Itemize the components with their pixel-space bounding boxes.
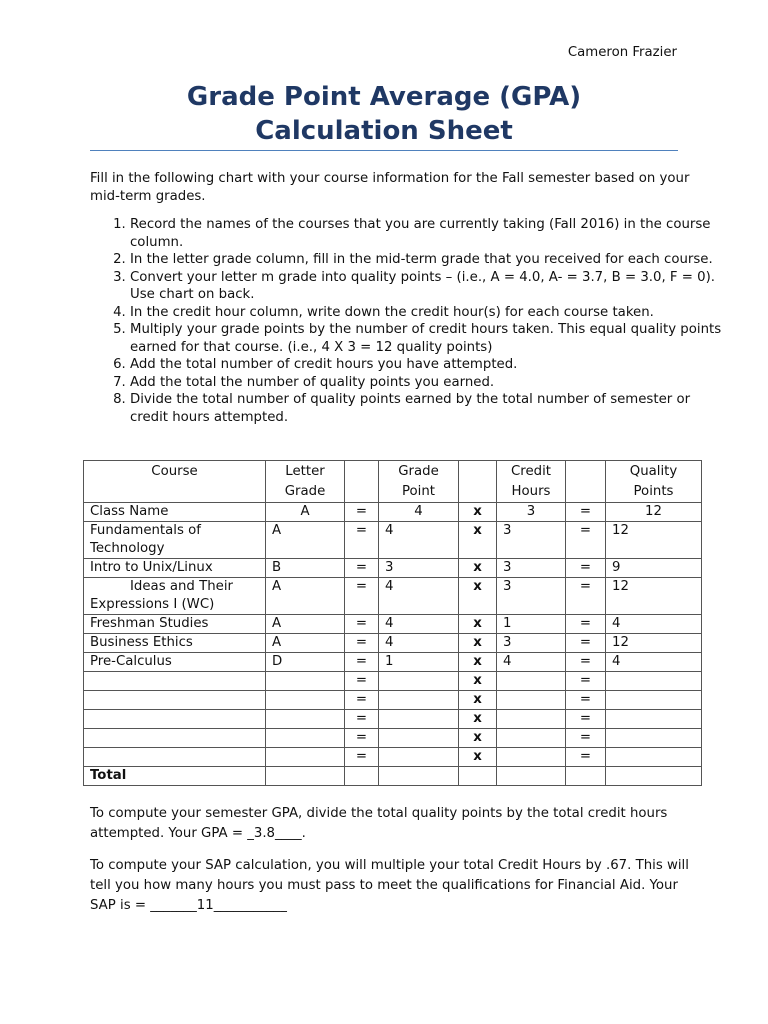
letter-cell: A [266, 634, 345, 653]
empty-cell [379, 691, 459, 710]
empty-cell [266, 767, 345, 786]
empty-cell [84, 672, 266, 691]
letter-cell: A [266, 503, 345, 522]
grade-point-cell: 4 [379, 522, 459, 559]
times-sign: x [459, 503, 497, 522]
course-cell: Pre-Calculus [84, 653, 266, 672]
equals-sign: = [566, 634, 606, 653]
equals-sign: = [345, 615, 379, 634]
course-cell: Class Name [84, 503, 266, 522]
equals-sign: = [345, 522, 379, 559]
empty-cell [606, 729, 702, 748]
letter-cell: A [266, 615, 345, 634]
quality-cell: 12 [606, 578, 702, 615]
header-quality-points: Quality Points [606, 461, 702, 503]
table-row [84, 578, 702, 615]
empty-cell [379, 729, 459, 748]
times-sign: x [459, 578, 497, 615]
credit-cell: 4 [497, 653, 566, 672]
gpa-table [83, 460, 702, 786]
equals-sign: = [566, 672, 606, 691]
equals-sign: = [345, 672, 379, 691]
equals-sign: = [345, 729, 379, 748]
empty-cell [345, 767, 379, 786]
empty-cell [266, 691, 345, 710]
credit-cell: 3 [497, 578, 566, 615]
equals-sign: = [566, 710, 606, 729]
credit-cell: 3 [497, 503, 566, 522]
grade-point-cell: 4 [379, 503, 459, 522]
credit-cell: 1 [497, 615, 566, 634]
empty-cell [84, 710, 266, 729]
instruction-step: 7. Add the total the number of quality points you earned. [130, 374, 730, 392]
times-sign: x [459, 672, 497, 691]
equals-sign: = [566, 748, 606, 767]
instruction-step: 3. Convert your letter m grade into quality points – (i.e., A = 4.0, A- = 3.7, B = 3.0, F = 0). Use chart on back. [130, 269, 730, 304]
grade-point-cell: 4 [379, 634, 459, 653]
empty-cell [379, 767, 459, 786]
empty-cell [266, 729, 345, 748]
equals-sign: = [345, 559, 379, 578]
times-sign: x [459, 522, 497, 559]
equals-sign: = [566, 691, 606, 710]
empty-cell [606, 748, 702, 767]
empty-cell [497, 729, 566, 748]
times-sign: x [459, 634, 497, 653]
letter-cell: B [266, 559, 345, 578]
empty-cell [84, 691, 266, 710]
equals-sign: = [566, 615, 606, 634]
instruction-step: 8. Divide the total number of quality points earned by the total number of semester or credit hours attempted. [130, 391, 730, 426]
quality-cell: 12 [606, 503, 702, 522]
quality-cell: 12 [606, 634, 702, 653]
header-blank [345, 461, 379, 503]
empty-cell [497, 672, 566, 691]
empty-row [84, 691, 702, 710]
header-blank [566, 461, 606, 503]
empty-cell [84, 748, 266, 767]
course-cell: Intro to Unix/Linux [84, 559, 266, 578]
times-sign: x [459, 615, 497, 634]
times-sign: x [459, 559, 497, 578]
table-row [84, 615, 702, 634]
grade-point-cell: 1 [379, 653, 459, 672]
letter-cell: D [266, 653, 345, 672]
empty-row [84, 672, 702, 691]
empty-cell [497, 748, 566, 767]
credit-cell: 3 [497, 522, 566, 559]
equals-sign: = [566, 503, 606, 522]
grade-point-cell: 4 [379, 615, 459, 634]
title-divider [90, 150, 678, 151]
total-label: Total [84, 767, 266, 786]
times-sign: x [459, 729, 497, 748]
course-cell: Fundamentals of Technology [84, 522, 266, 559]
table-row [84, 634, 702, 653]
table-row [84, 522, 702, 559]
equals-sign: = [345, 691, 379, 710]
empty-cell [497, 691, 566, 710]
grade-point-cell: 4 [379, 578, 459, 615]
empty-cell [266, 710, 345, 729]
empty-cell [497, 710, 566, 729]
times-sign: x [459, 710, 497, 729]
empty-cell [266, 748, 345, 767]
total-row [84, 767, 702, 786]
equals-sign: = [345, 710, 379, 729]
instruction-step: 1. Record the names of the courses that you are currently taking (Fall 2016) in the course column. [130, 216, 730, 251]
equals-sign: = [345, 634, 379, 653]
header-grade-point: Grade Point [379, 461, 459, 503]
header-credit-hours: Credit Hours [497, 461, 566, 503]
empty-cell [566, 767, 606, 786]
header-blank [459, 461, 497, 503]
empty-cell [266, 672, 345, 691]
equals-sign: = [345, 578, 379, 615]
equals-sign: = [566, 578, 606, 615]
sap-result-paragraph: To compute your SAP calculation, you will multiple your total Credit Hours by .67. This will tell you how many hours you must pass to meet the qualifications for Financial Aid. Your SAP is = _______11___________ [90, 858, 689, 913]
table-row [84, 559, 702, 578]
credit-cell: 3 [497, 634, 566, 653]
title-line-1: Grade Point Average (GPA) [186, 82, 582, 112]
empty-row [84, 710, 702, 729]
instruction-list [90, 216, 730, 426]
letter-cell: A [266, 522, 345, 559]
header-course: Course [84, 461, 266, 503]
empty-cell [606, 691, 702, 710]
equals-sign: = [566, 559, 606, 578]
quality-cell: 9 [606, 559, 702, 578]
equals-sign: = [345, 503, 379, 522]
example-row [84, 503, 702, 522]
empty-cell [497, 767, 566, 786]
table-row [84, 653, 702, 672]
quality-cell: 12 [606, 522, 702, 559]
course-cell: Business Ethics [84, 634, 266, 653]
intro-paragraph: Fill in the following chart with your course information for the Fall semester based on your mid-term grades. [90, 171, 690, 204]
instruction-step: 2. In the letter grade column, fill in the mid-term grade that you received for each course. [130, 251, 730, 269]
instruction-step: 6. Add the total number of credit hours you have attempted. [130, 356, 730, 374]
empty-cell [84, 729, 266, 748]
quality-cell: 4 [606, 615, 702, 634]
empty-cell [606, 767, 702, 786]
empty-cell [606, 672, 702, 691]
empty-cell [379, 748, 459, 767]
grade-point-cell: 3 [379, 559, 459, 578]
empty-cell [379, 672, 459, 691]
quality-cell: 4 [606, 653, 702, 672]
empty-row [84, 729, 702, 748]
equals-sign: = [566, 522, 606, 559]
table-header-row [84, 461, 702, 503]
times-sign: x [459, 653, 497, 672]
times-sign: x [459, 691, 497, 710]
empty-row [84, 748, 702, 767]
letter-cell: A [266, 578, 345, 615]
instruction-step: 5. Multiply your grade points by the number of credit hours taken. This equal quality points earned for that course. (i.e., 4 X 3 = 12 quality points) [130, 321, 730, 356]
empty-cell [379, 710, 459, 729]
course-cell: Ideas and Their Expressions I (WC) [84, 578, 266, 615]
instruction-step: 4. In the credit hour column, write down the credit hour(s) for each course taken. [130, 304, 730, 322]
header-letter-grade: Letter Grade [266, 461, 345, 503]
empty-cell [459, 767, 497, 786]
page-title [90, 80, 678, 148]
empty-cell [606, 710, 702, 729]
equals-sign: = [566, 729, 606, 748]
equals-sign: = [345, 748, 379, 767]
gpa-result-paragraph: To compute your semester GPA, divide the total quality points by the total credit hours attempted. Your GPA = _3.8____. [90, 806, 668, 841]
credit-cell: 3 [497, 559, 566, 578]
equals-sign: = [566, 653, 606, 672]
times-sign: x [459, 748, 497, 767]
equals-sign: = [345, 653, 379, 672]
title-line-2: Calculation Sheet [255, 116, 513, 146]
author-name: Cameron Frazier [567, 45, 677, 60]
course-cell: Freshman Studies [84, 615, 266, 634]
